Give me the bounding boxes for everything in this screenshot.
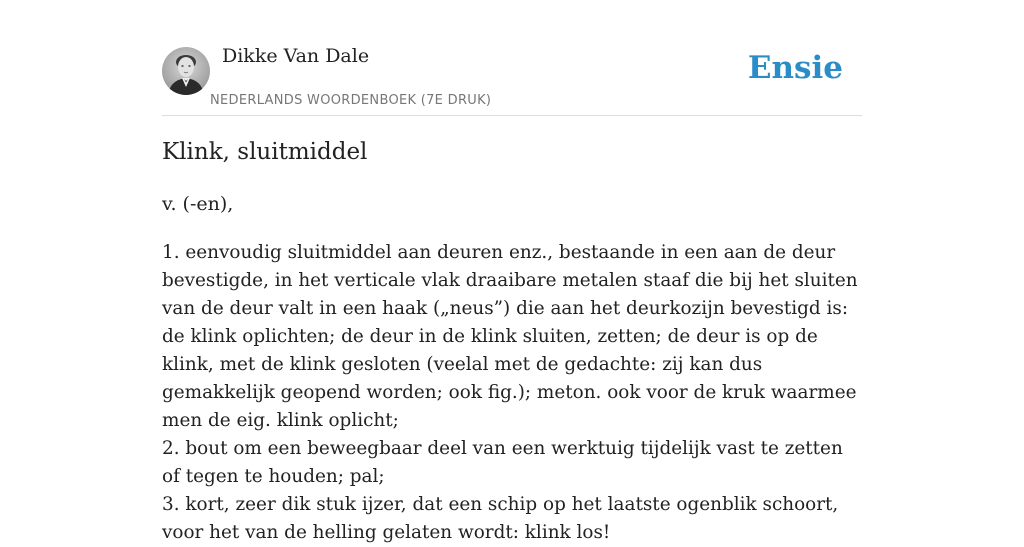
entry-title: Klink, sluitmiddel [162,139,368,165]
ensie-logo[interactable]: Ensie [747,50,843,86]
author-name[interactable]: Dikke Van Dale [222,45,370,67]
grammar-info: v. (-en), [162,193,234,215]
definitions [162,239,862,547]
definition-item: 2. bout om een beweegbaar deel van een werktuig tijdelijk vast te zetten of tegen te houden; pal; [162,438,843,487]
definition-item: 3. kort, zeer dik stuk ijzer, dat een schip op het laatste ogenblik schoort, voor het van de helling gelaten wordt: klink los! [162,494,839,543]
author-portrait-icon [162,47,210,95]
header [162,0,862,116]
source-subtitle[interactable]: NEDERLANDS WOORDENBOEK (7E DRUK) [210,93,492,108]
avatar[interactable] [162,47,210,95]
definition-item: 1. eenvoudig sluitmiddel aan deuren enz., bestaande in een aan de deur bevestigde, in het verticale vlak draaibare metalen staaf die bij het sluiten van de deur valt in een haak („neus”) die aan het deurkozijn bevestigd is: de klink oplichten; de deur in de klink sluiten, zetten; de deur is op de klink, met de klink gesloten (veelal met de gedachte: zij kan dus gemakkelijk geopend worden; ook fig.); meton. ook voor de kruk waarmee men de eig. klink oplicht; [162,242,858,431]
entry-page [162,0,862,543]
